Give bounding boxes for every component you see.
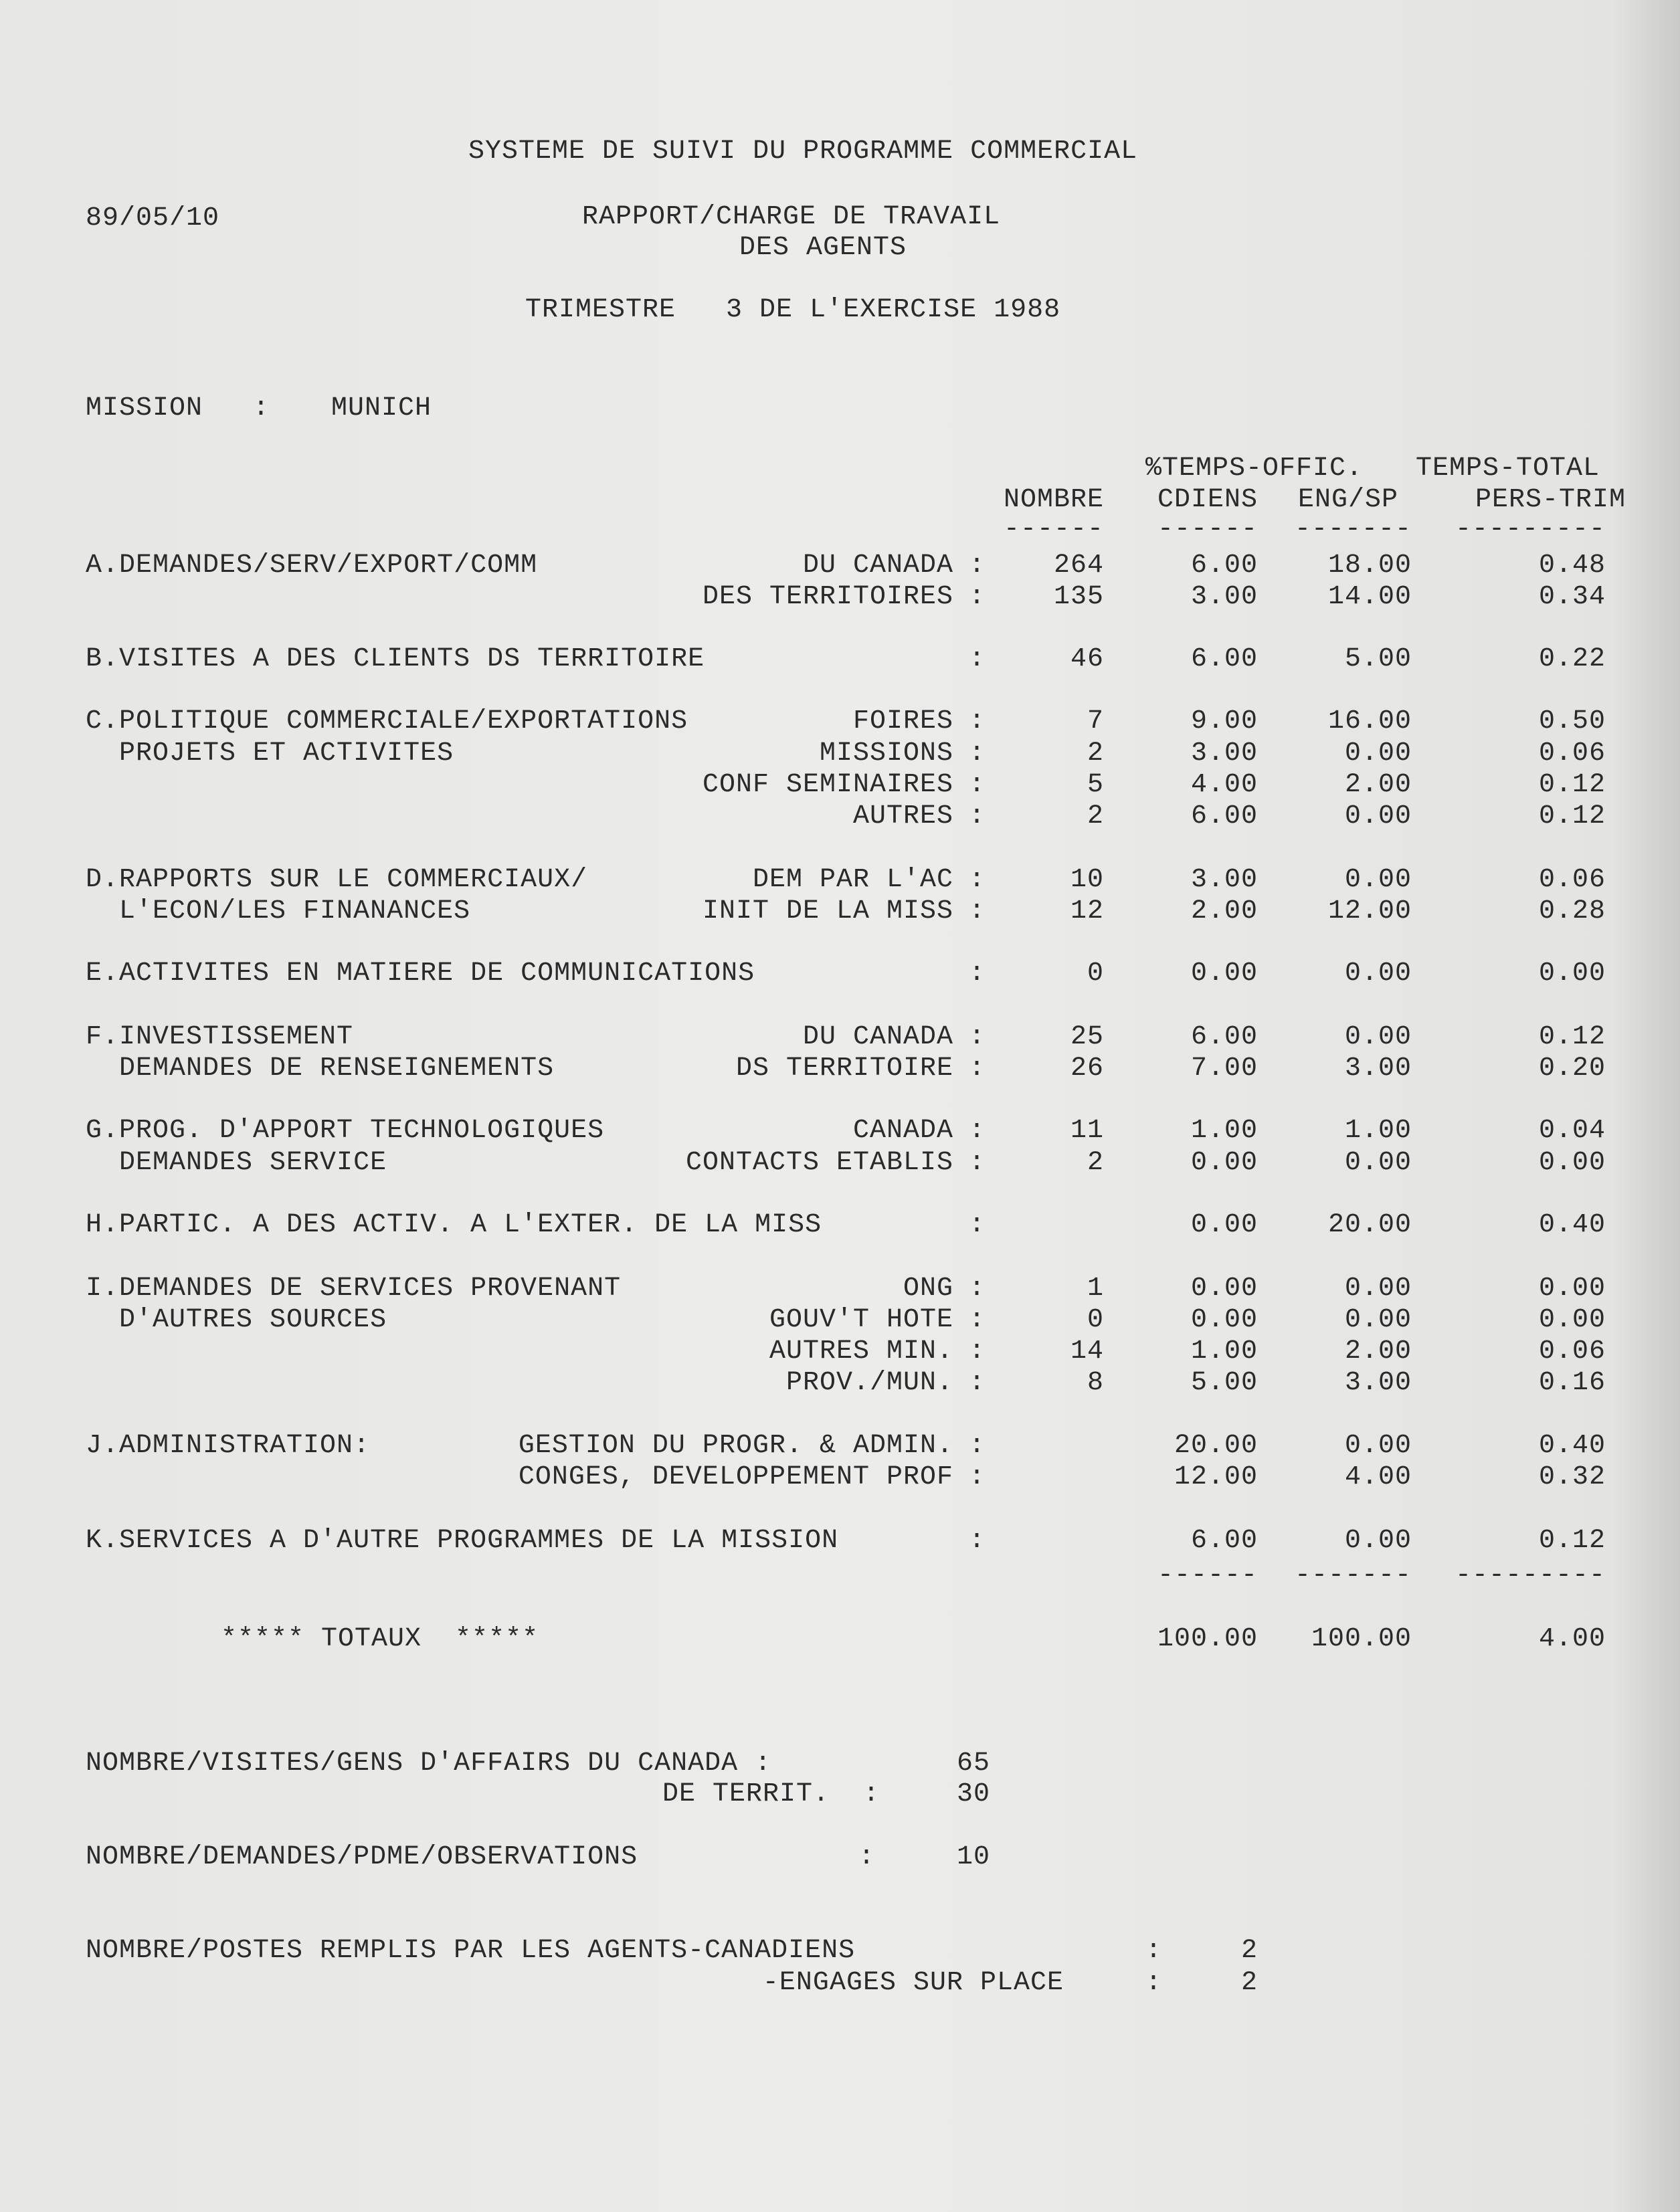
row-cdiens: 3.00 xyxy=(1190,738,1258,769)
mission-value: MUNICH xyxy=(331,393,432,423)
row-engsp: 0.00 xyxy=(1344,959,1412,989)
totals-engsp: 100.00 xyxy=(1311,1624,1412,1654)
row-colon: : xyxy=(969,1022,986,1052)
visites-territ-label: DE TERRIT. : xyxy=(662,1779,880,1809)
row-nombre: 1 xyxy=(1087,1274,1104,1304)
row-cdiens: 6.00 xyxy=(1190,1526,1258,1556)
visites-territ-value: 30 xyxy=(956,1779,990,1809)
row-engsp: 0.00 xyxy=(1344,1274,1412,1304)
row-subcategory: DEM PAR L'AC xyxy=(752,865,953,895)
row-cdiens: 6.00 xyxy=(1190,1022,1258,1052)
row-colon: : xyxy=(969,1305,986,1335)
col-perstrim-header: PERS-TRIM xyxy=(1475,485,1626,515)
row-cdiens: 1.00 xyxy=(1190,1116,1258,1146)
row-engsp: 2.00 xyxy=(1344,770,1412,800)
row-subcategory: DES TERRITOIRES xyxy=(702,582,953,612)
row-perstrim: 0.48 xyxy=(1538,550,1606,581)
system-title: SYSTEME DE SUIVI DU PROGRAMME COMMERCIAL xyxy=(468,136,1138,167)
row-colon: : xyxy=(969,550,986,581)
row-nombre: 25 xyxy=(1070,1022,1104,1052)
row-subcategory: FOIRES xyxy=(852,706,953,736)
totals-cdiens: 100.00 xyxy=(1157,1624,1258,1654)
row-colon: : xyxy=(969,582,986,612)
row-colon: : xyxy=(969,959,986,989)
row-category: K.SERVICES A D'AUTRE PROGRAMMES DE LA MISSION xyxy=(86,1526,839,1556)
pct-temps-offic-header: %TEMPS-OFFIC. xyxy=(1145,454,1364,484)
row-engsp: 18.00 xyxy=(1327,550,1412,581)
row-colon: : xyxy=(969,1462,986,1492)
row-engsp: 0.00 xyxy=(1344,865,1412,895)
row-engsp: 0.00 xyxy=(1344,801,1412,831)
row-subcategory: AUTRES MIN. xyxy=(769,1336,953,1367)
row-colon: : xyxy=(969,1148,986,1178)
engages-label: -ENGAGES SUR PLACE xyxy=(762,1968,1064,1998)
row-category: J.ADMINISTRATION: xyxy=(86,1431,371,1461)
row-category: E.ACTIVITES EN MATIERE DE COMMUNICATIONS xyxy=(86,959,755,989)
row-nombre: 7 xyxy=(1087,706,1104,736)
row-colon: : xyxy=(969,865,986,895)
row-nombre: 12 xyxy=(1070,896,1104,926)
row-engsp: 3.00 xyxy=(1344,1053,1412,1084)
row-perstrim: 0.40 xyxy=(1538,1431,1606,1461)
row-nombre: 14 xyxy=(1070,1336,1104,1367)
col-cdiens-header: CDIENS xyxy=(1157,485,1258,515)
row-nombre: 10 xyxy=(1070,865,1104,895)
row-engsp: 5.00 xyxy=(1344,644,1412,674)
row-cdiens: 0.00 xyxy=(1190,1274,1258,1304)
row-category: D.RAPPORTS SUR LE COMMERCIAUX/ xyxy=(86,865,588,895)
report-title-line1: RAPPORT/CHARGE DE TRAVAIL xyxy=(582,202,1001,232)
row-perstrim: 0.20 xyxy=(1538,1053,1606,1084)
row-perstrim: 0.00 xyxy=(1538,1274,1606,1304)
row-engsp: 20.00 xyxy=(1327,1210,1412,1240)
col-engsp-header: ENG/SP xyxy=(1297,485,1398,515)
row-perstrim: 0.06 xyxy=(1538,1336,1606,1367)
row-perstrim: 0.32 xyxy=(1538,1462,1606,1492)
row-subcategory: MISSIONS xyxy=(819,738,953,769)
row-cdiens: 7.00 xyxy=(1190,1053,1258,1084)
visites-canada-label: NOMBRE/VISITES/GENS D'AFFAIRS DU CANADA : xyxy=(86,1748,772,1779)
row-colon: : xyxy=(969,1210,986,1240)
row-engsp: 12.00 xyxy=(1327,896,1412,926)
row-subcategory: DU CANADA xyxy=(802,550,953,581)
row-subcategory: CONGES, DEVELOPPEMENT PROF xyxy=(518,1462,953,1492)
row-nombre: 11 xyxy=(1070,1116,1104,1146)
row-perstrim: 0.16 xyxy=(1538,1368,1606,1398)
row-category: C.POLITIQUE COMMERCIALE/EXPORTATIONS xyxy=(86,706,688,736)
row-engsp: 3.00 xyxy=(1344,1368,1412,1398)
temps-total-header: TEMPS-TOTAL xyxy=(1416,454,1600,484)
row-category: DEMANDES DE RENSEIGNEMENTS xyxy=(86,1053,555,1084)
row-nombre: 0 xyxy=(1087,1305,1104,1335)
row-colon: : xyxy=(969,1431,986,1461)
report-date: 89/05/10 xyxy=(86,203,220,233)
trimester-line: TRIMESTRE 3 DE L'EXERCISE 1988 xyxy=(525,295,1061,325)
row-nombre: 5 xyxy=(1087,770,1104,800)
row-nombre: 264 xyxy=(1053,550,1104,581)
row-perstrim: 0.12 xyxy=(1538,1526,1606,1556)
row-perstrim: 0.28 xyxy=(1538,896,1606,926)
row-nombre: 0 xyxy=(1087,959,1104,989)
row-engsp: 2.00 xyxy=(1344,1336,1412,1367)
totals-perstrim: 4.00 xyxy=(1538,1624,1606,1654)
row-nombre: 2 xyxy=(1087,1148,1104,1178)
row-subcategory: GOUV'T HOTE xyxy=(769,1305,953,1335)
demandes-pdme-colon: : xyxy=(858,1842,876,1872)
row-cdiens: 3.00 xyxy=(1190,865,1258,895)
row-category: G.PROG. D'APPORT TECHNOLOGIQUES xyxy=(86,1116,605,1146)
totals-separator: ------ xyxy=(1157,1561,1258,1591)
row-perstrim: 0.06 xyxy=(1538,865,1606,895)
row-perstrim: 0.50 xyxy=(1538,706,1606,736)
row-category: DEMANDES SERVICE xyxy=(86,1148,387,1178)
row-colon: : xyxy=(969,770,986,800)
row-perstrim: 0.12 xyxy=(1538,1022,1606,1052)
mission-label: MISSION : xyxy=(86,393,270,423)
row-cdiens: 12.00 xyxy=(1174,1462,1258,1492)
row-category: L'ECON/LES FINANANCES xyxy=(86,896,471,926)
row-subcategory: CONTACTS ETABLIS xyxy=(685,1148,953,1178)
row-subcategory: AUTRES xyxy=(852,801,953,831)
row-cdiens: 6.00 xyxy=(1190,644,1258,674)
row-subcategory: DS TERRITOIRE xyxy=(735,1053,953,1084)
row-colon: : xyxy=(969,644,986,674)
row-subcategory: GESTION DU PROGR. & ADMIN. xyxy=(518,1431,953,1461)
row-category: F.INVESTISSEMENT xyxy=(86,1022,354,1052)
row-subcategory: CANADA xyxy=(852,1116,953,1146)
row-cdiens: 0.00 xyxy=(1190,1305,1258,1335)
row-engsp: 0.00 xyxy=(1344,1431,1412,1461)
col-separator: ------ xyxy=(1003,514,1104,544)
row-cdiens: 0.00 xyxy=(1190,1210,1258,1240)
report-title-line2: DES AGENTS xyxy=(739,233,907,263)
row-perstrim: 0.40 xyxy=(1538,1210,1606,1240)
col-separator: ------- xyxy=(1294,514,1412,544)
demandes-pdme-value: 10 xyxy=(956,1842,990,1872)
demandes-pdme-label: NOMBRE/DEMANDES/PDME/OBSERVATIONS xyxy=(86,1842,638,1872)
row-cdiens: 4.00 xyxy=(1190,770,1258,800)
row-cdiens: 0.00 xyxy=(1190,959,1258,989)
col-separator: ------ xyxy=(1157,514,1258,544)
row-engsp: 4.00 xyxy=(1344,1462,1412,1492)
row-nombre: 8 xyxy=(1087,1368,1104,1398)
row-engsp: 0.00 xyxy=(1344,738,1412,769)
row-colon: : xyxy=(969,1116,986,1146)
row-colon: : xyxy=(969,1274,986,1304)
row-colon: : xyxy=(969,896,986,926)
row-cdiens: 6.00 xyxy=(1190,550,1258,581)
row-perstrim: 0.04 xyxy=(1538,1116,1606,1146)
col-nombre-header: NOMBRE xyxy=(1003,485,1104,515)
totals-separator: ------- xyxy=(1294,1561,1412,1591)
totals-label: ***** TOTAUX ***** xyxy=(221,1624,539,1654)
row-perstrim: 0.00 xyxy=(1538,1305,1606,1335)
row-perstrim: 0.12 xyxy=(1538,801,1606,831)
row-perstrim: 0.00 xyxy=(1538,1148,1606,1178)
row-subcategory: DU CANADA xyxy=(802,1022,953,1052)
row-subcategory: INIT DE LA MISS xyxy=(702,896,953,926)
row-perstrim: 0.22 xyxy=(1538,644,1606,674)
row-cdiens: 5.00 xyxy=(1190,1368,1258,1398)
row-colon: : xyxy=(969,1336,986,1367)
engages-value: 2 xyxy=(1240,1968,1258,1998)
row-category: I.DEMANDES DE SERVICES PROVENANT xyxy=(86,1274,622,1304)
row-cdiens: 0.00 xyxy=(1190,1148,1258,1178)
row-colon: : xyxy=(969,1526,986,1556)
row-colon: : xyxy=(969,738,986,769)
row-category: D'AUTRES SOURCES xyxy=(86,1305,387,1335)
row-category: A.DEMANDES/SERV/EXPORT/COMM xyxy=(86,550,538,581)
row-cdiens: 6.00 xyxy=(1190,801,1258,831)
row-cdiens: 9.00 xyxy=(1190,706,1258,736)
row-engsp: 0.00 xyxy=(1344,1148,1412,1178)
row-nombre: 46 xyxy=(1070,644,1104,674)
row-cdiens: 20.00 xyxy=(1174,1431,1258,1461)
row-nombre: 26 xyxy=(1070,1053,1104,1084)
totals-separator: --------- xyxy=(1455,1561,1606,1591)
postes-canadiens-label: NOMBRE/POSTES REMPLIS PAR LES AGENTS-CANADIENS xyxy=(86,1936,856,1966)
postes-canadiens-value: 2 xyxy=(1240,1936,1258,1966)
row-cdiens: 3.00 xyxy=(1190,582,1258,612)
row-perstrim: 0.06 xyxy=(1538,738,1606,769)
row-engsp: 14.00 xyxy=(1327,582,1412,612)
row-colon: : xyxy=(969,706,986,736)
engages-colon: : xyxy=(1145,1968,1163,1998)
row-subcategory: PROV./MUN. xyxy=(785,1368,953,1398)
row-engsp: 0.00 xyxy=(1344,1526,1412,1556)
row-nombre: 2 xyxy=(1087,801,1104,831)
row-colon: : xyxy=(969,1368,986,1398)
row-perstrim: 0.00 xyxy=(1538,959,1606,989)
row-nombre: 2 xyxy=(1087,738,1104,769)
row-category: B.VISITES A DES CLIENTS DS TERRITOIRE xyxy=(86,644,705,674)
row-engsp: 0.00 xyxy=(1344,1022,1412,1052)
row-subcategory: CONF SEMINAIRES xyxy=(702,770,953,800)
row-engsp: 1.00 xyxy=(1344,1116,1412,1146)
visites-canada-value: 65 xyxy=(956,1748,990,1779)
row-category: H.PARTIC. A DES ACTIV. A L'EXTER. DE LA MISS xyxy=(86,1210,822,1240)
row-colon: : xyxy=(969,1053,986,1084)
row-colon: : xyxy=(969,801,986,831)
row-nombre: 135 xyxy=(1053,582,1104,612)
row-cdiens: 1.00 xyxy=(1190,1336,1258,1367)
row-category: PROJETS ET ACTIVITES xyxy=(86,738,454,769)
row-engsp: 16.00 xyxy=(1327,706,1412,736)
row-subcategory: ONG xyxy=(903,1274,953,1304)
col-separator: --------- xyxy=(1455,514,1606,544)
row-cdiens: 2.00 xyxy=(1190,896,1258,926)
row-perstrim: 0.34 xyxy=(1538,582,1606,612)
row-engsp: 0.00 xyxy=(1344,1305,1412,1335)
postes-canadiens-colon: : xyxy=(1145,1936,1163,1966)
row-perstrim: 0.12 xyxy=(1538,770,1606,800)
